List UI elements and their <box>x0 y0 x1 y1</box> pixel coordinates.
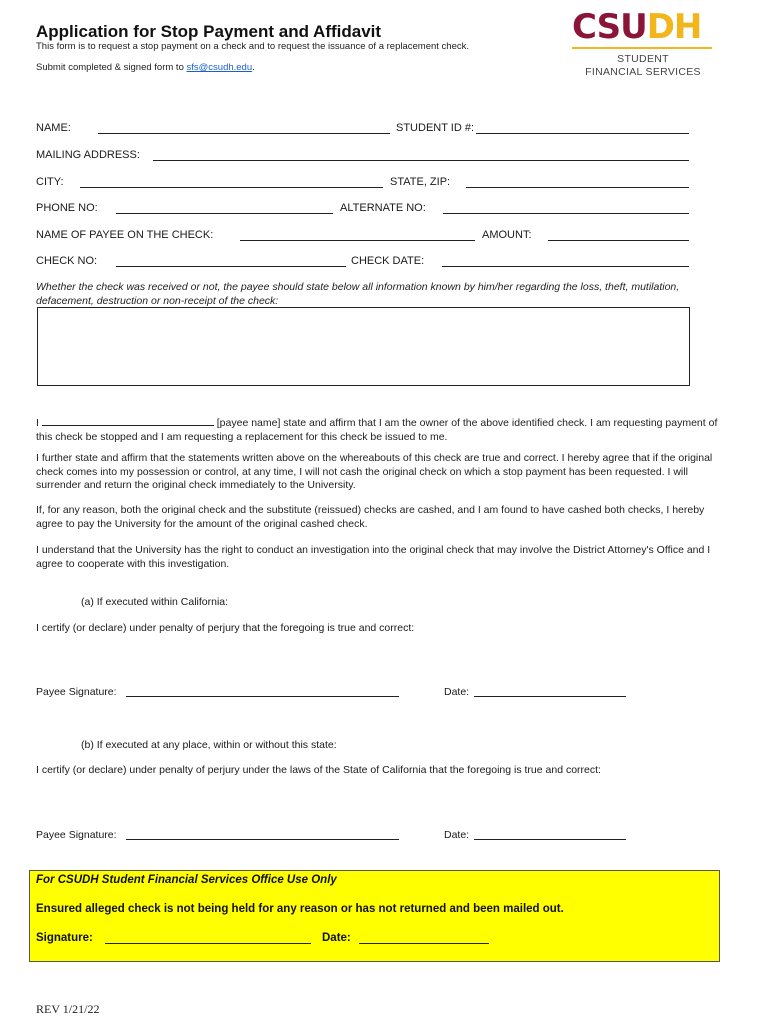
state-zip-field[interactable] <box>466 187 689 188</box>
logo-dh: DH <box>646 7 702 47</box>
affidavit-paragraph-4: I understand that the University has the right to conduct an investigation into the original check that may involve the District Attorney's Office and I agree to cooperate with this investigation. <box>36 544 711 570</box>
amount-label: AMOUNT: <box>482 229 532 241</box>
affidavit-p1-rest: [payee name] state and affirm that I am the owner of the above identified check. I am requesting payment of this check be stopped and I am requesting a replacement for this check be issued to me. <box>36 417 718 443</box>
office-date-field[interactable] <box>359 943 489 944</box>
logo-csu: CSU <box>572 7 647 47</box>
name-field[interactable] <box>98 133 390 134</box>
check-date-field[interactable] <box>442 266 689 267</box>
office-signature-label: Signature: <box>36 932 93 944</box>
phone-field[interactable] <box>116 213 333 214</box>
alternate-phone-label: ALTERNATE NO: <box>340 202 426 214</box>
section-a-date-label: Date: <box>444 686 470 698</box>
section-a-certification: I certify (or declare) under penalty of perjury that the foregoing is true and correct: <box>36 622 415 634</box>
alternate-phone-field[interactable] <box>443 213 689 214</box>
name-label: NAME: <box>36 122 71 134</box>
amount-field[interactable] <box>548 240 689 241</box>
payee-name-field[interactable] <box>240 240 475 241</box>
loss-description-box[interactable] <box>37 307 690 386</box>
logo-wordmark <box>572 7 714 47</box>
mailing-address-label: MAILING ADDRESS: <box>36 149 140 161</box>
affidavit-paragraph-3: If, for any reason, both the original check and the substitute (reissued) checks are cashed, and I am found to have cashed both checks, I hereby agree to pay the University for the amount of the original cashed check. <box>36 504 705 530</box>
revision-date: REV 1/21/22 <box>36 1002 100 1016</box>
city-field[interactable] <box>80 187 383 188</box>
office-use-title: For CSUDH Student Financial Services Office Use Only <box>36 874 337 886</box>
section-b-date-field[interactable] <box>474 839 626 840</box>
submit-prefix: Submit completed & signed form to <box>36 62 187 73</box>
section-b-signature-label: Payee Signature: <box>36 829 117 841</box>
submit-suffix: . <box>252 62 255 73</box>
check-number-field[interactable] <box>116 266 346 267</box>
office-date-label: Date: <box>322 932 351 944</box>
section-a-date-field[interactable] <box>474 696 626 697</box>
student-id-label: STUDENT ID #: <box>396 122 475 134</box>
section-b-certification: I certify (or declare) under penalty of perjury under the laws of the State of California that the foregoing is true and correct: <box>36 764 601 776</box>
check-number-label: CHECK NO: <box>36 255 98 267</box>
section-b-date-label: Date: <box>444 829 470 841</box>
state-zip-label: STATE, ZIP: <box>390 176 451 188</box>
section-a-heading: (a) If executed within California: <box>81 596 229 608</box>
city-label: CITY: <box>36 176 64 188</box>
office-signature-field[interactable] <box>105 943 311 944</box>
logo-sub-line-2: FINANCIAL SERVICES <box>585 66 701 78</box>
form-title: Application for Stop Payment and Affidavit <box>36 22 382 41</box>
payee-name-fill-field[interactable] <box>42 414 214 426</box>
phone-label: PHONE NO: <box>36 202 98 214</box>
logo-sub-line-1: STUDENT <box>617 53 669 65</box>
mailing-address-field[interactable] <box>153 160 689 161</box>
loss-instruction: Whether the check was received or not, the payee should state below all information known by him/her regarding the loss, theft, mutilation, defacement, destruction or non-receipt of the check: <box>36 281 680 307</box>
affidavit-paragraph-1 <box>36 414 722 444</box>
office-use-statement: Ensured alleged check is not being held for any reason or has not returned and been mailed out. <box>36 903 564 915</box>
section-a-signature-field[interactable] <box>126 696 399 697</box>
submit-instructions <box>36 62 255 73</box>
section-b-signature-field[interactable] <box>126 839 399 840</box>
section-b-heading: (b) If executed at any place, within or without this state: <box>81 739 337 751</box>
form-subtitle: This form is to request a stop payment on a check and to request the issuance of a replacement check. <box>36 41 470 52</box>
check-date-label: CHECK DATE: <box>351 255 425 267</box>
csudh-logo <box>572 7 714 79</box>
logo-divider <box>572 47 712 49</box>
affidavit-paragraph-2: I further state and affirm that the statements written above on the whereabouts of this check are true and correct. I hereby agree that if the original check comes into my possession or control, at any time, I will not cash the original check on which a stop payment has been requested. I will surrender and return the original check immediately to the University. <box>36 452 713 491</box>
logo-subtitle <box>572 53 714 79</box>
payee-name-label: NAME OF PAYEE ON THE CHECK: <box>36 229 214 241</box>
section-a-signature-label: Payee Signature: <box>36 686 117 698</box>
student-id-field[interactable] <box>476 133 689 134</box>
affidavit-p1-start: I <box>36 417 39 429</box>
email-link[interactable]: sfs@csudh.edu <box>186 62 253 73</box>
